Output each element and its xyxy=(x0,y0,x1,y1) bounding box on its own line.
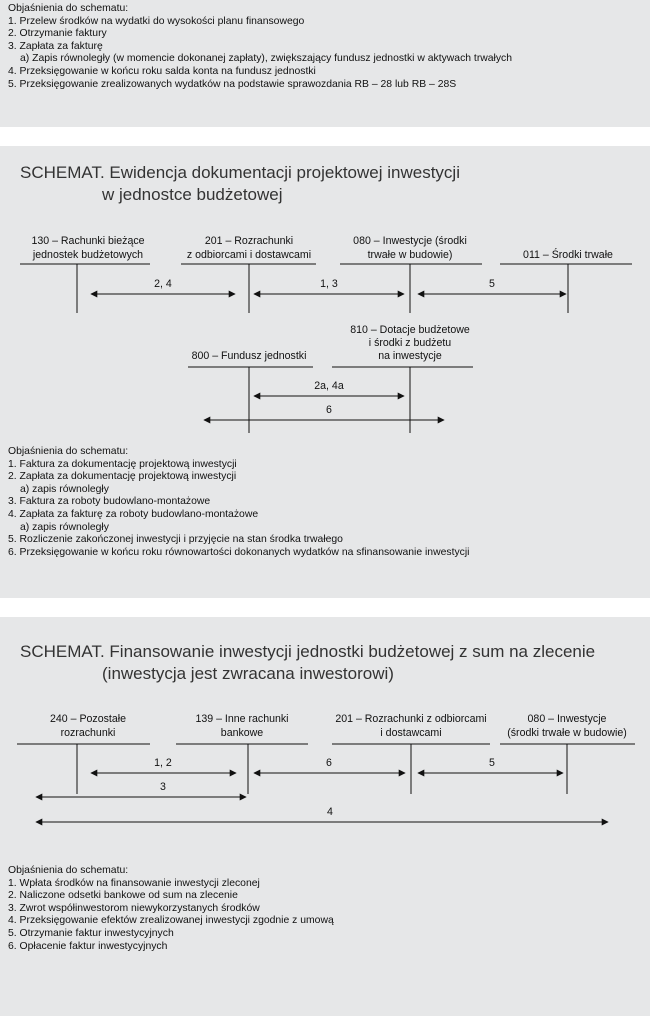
arrow-label: 1, 3 xyxy=(320,278,338,290)
legend-heading: Objaśnienia do schematu: xyxy=(8,3,129,14)
legend-commissioned xyxy=(8,865,334,953)
account-201 xyxy=(181,235,316,313)
arrow-2a-4a xyxy=(254,380,404,396)
account-240 xyxy=(17,713,150,794)
legend-item: 2. Naliczone odsetki bankowe od sum na zlecenie xyxy=(8,890,238,902)
account-800 xyxy=(188,350,313,433)
schema-panel-commissioned xyxy=(0,617,650,1016)
legend-item: 3. Zwrot współinwestorom niewykorzystanych środków xyxy=(8,902,260,914)
legend-item: a) Zapis równoległy (w momencie dokonanej zapłaty), zwiększający fundusz jednostki w aktywach trwałych xyxy=(20,53,513,65)
account-label: rozrachunki xyxy=(60,727,116,739)
account-label: 080 – Inwestycje xyxy=(527,713,607,725)
account-080 xyxy=(340,235,482,313)
legend-item: a) zapis równoległy xyxy=(20,483,109,495)
schema-title-line1: SCHEMAT. Finansowanie inwestycji jednostki budżetowej z sum na zlecenie xyxy=(20,642,596,661)
account-label: i środki z budżetu xyxy=(368,337,452,349)
account-201 xyxy=(332,713,490,794)
legend-item: 3. Faktura za roboty budowlano-montażowe xyxy=(8,496,211,508)
legend-panel-top xyxy=(0,0,650,127)
arrow-label: 1, 2 xyxy=(154,757,172,769)
legend-item: 4. Zapłata za fakturę za roboty budowlano-montażowe xyxy=(8,508,259,520)
legend-item: 3. Zapłata za fakturę xyxy=(8,40,103,52)
schema-diagram xyxy=(0,146,650,446)
account-label: 011 – Środki trwałe xyxy=(523,249,613,261)
legend-heading: Objaśnienia do schematu: xyxy=(8,865,129,876)
legend-item: 1. Faktura za dokumentację projektową inwestycji xyxy=(8,458,237,470)
account-080 xyxy=(500,713,635,794)
account-label: na inwestycje xyxy=(378,350,442,362)
legend-item: 1. Wpłata środków na finansowanie inwestycji zleconej xyxy=(8,877,260,889)
account-label: i dostawcami xyxy=(380,727,442,739)
arrow-2-4 xyxy=(91,278,235,294)
arrow-label: 2, 4 xyxy=(154,278,172,290)
legend-item: 1. Przelew środków na wydatki do wysokości planu finansowego xyxy=(8,15,305,27)
legend-item: 5. Rozliczenie zakończonej inwestycji i przyjęcie na stan środka trwałego xyxy=(8,534,343,546)
account-label: 201 – Rozrachunki xyxy=(204,235,294,247)
legend-item: 5. Otrzymanie faktur inwestycyjnych xyxy=(8,927,174,939)
legend-item: 6. Opłacenie faktur inwestycyjnych xyxy=(8,940,168,952)
account-label: 201 – Rozrachunki z odbiorcami xyxy=(335,713,487,725)
arrow-5 xyxy=(418,278,566,294)
legend-item: 6. Przeksięgowanie w końcu roku równowartości dokonanych wydatków na sfinansowanie inwestycji xyxy=(8,546,470,558)
legend-item: 4. Przeksięgowanie efektów zrealizowanej inwestycji zgodnie z umową xyxy=(8,915,334,927)
schema-diagram xyxy=(0,617,650,847)
account-label: 130 – Rachunki bieżące xyxy=(31,235,145,247)
legend-heading: Objaśnienia do schematu: xyxy=(8,446,129,457)
schema-title-line2: w jednostce budżetowej xyxy=(102,185,283,204)
arrow-3 xyxy=(36,781,246,797)
legend-item: a) zapis równoległy xyxy=(20,521,109,533)
legend-item: 2. Otrzymanie faktury xyxy=(8,28,107,40)
legend-item: 4. Przeksięgowanie w końcu roku salda konta na fundusz jednostki xyxy=(8,65,316,77)
account-label: 139 – Inne rachunki xyxy=(195,713,289,725)
arrow-1-2 xyxy=(91,757,236,773)
account-130 xyxy=(20,235,150,313)
arrow-label: 2a, 4a xyxy=(314,380,344,392)
schema-title-line1: SCHEMAT. Ewidencja dokumentacji projektowej inwestycji xyxy=(20,163,460,182)
account-label: 080 – Inwestycje (środki xyxy=(353,235,467,247)
schema-title-line2: (inwestycja jest zwracana inwestorowi) xyxy=(102,664,394,683)
arrow-label: 3 xyxy=(160,781,166,793)
arrow-label: 5 xyxy=(489,757,495,769)
legend-top xyxy=(8,3,512,91)
legend-item: 5. Przeksięgowanie zrealizowanych wydatków na podstawie sprawozdania RB – 28 lub RB – 28S xyxy=(8,78,457,90)
account-label: 810 – Dotacje budżetowe xyxy=(350,324,470,336)
account-label: trwałe w budowie) xyxy=(367,249,453,261)
account-label: (środki trwałe w budowie) xyxy=(507,727,627,739)
account-label: 800 – Fundusz jednostki xyxy=(191,350,307,362)
account-label: bankowe xyxy=(220,727,264,739)
account-label: 240 – Pozostałe xyxy=(50,713,126,725)
legend-project-docs xyxy=(8,446,469,559)
arrow-label: 6 xyxy=(326,404,332,416)
legend-item: 2. Zapłata za dokumentację projektową inwestycji xyxy=(8,471,237,483)
account-label: z odbiorcami i dostawcami xyxy=(186,249,312,261)
arrow-4 xyxy=(36,806,608,822)
schema-panel-project-docs xyxy=(0,146,650,598)
account-810 xyxy=(332,324,473,433)
arrow-label: 6 xyxy=(326,757,332,769)
arrow-6 xyxy=(254,757,405,773)
arrow-5 xyxy=(418,757,563,773)
account-139 xyxy=(176,713,308,794)
arrow-label: 5 xyxy=(489,278,495,290)
arrow-1-3 xyxy=(254,278,404,294)
account-011 xyxy=(500,248,632,313)
arrow-label: 4 xyxy=(327,806,333,818)
arrow-6 xyxy=(204,404,444,420)
account-label: jednostek budżetowych xyxy=(32,249,144,261)
